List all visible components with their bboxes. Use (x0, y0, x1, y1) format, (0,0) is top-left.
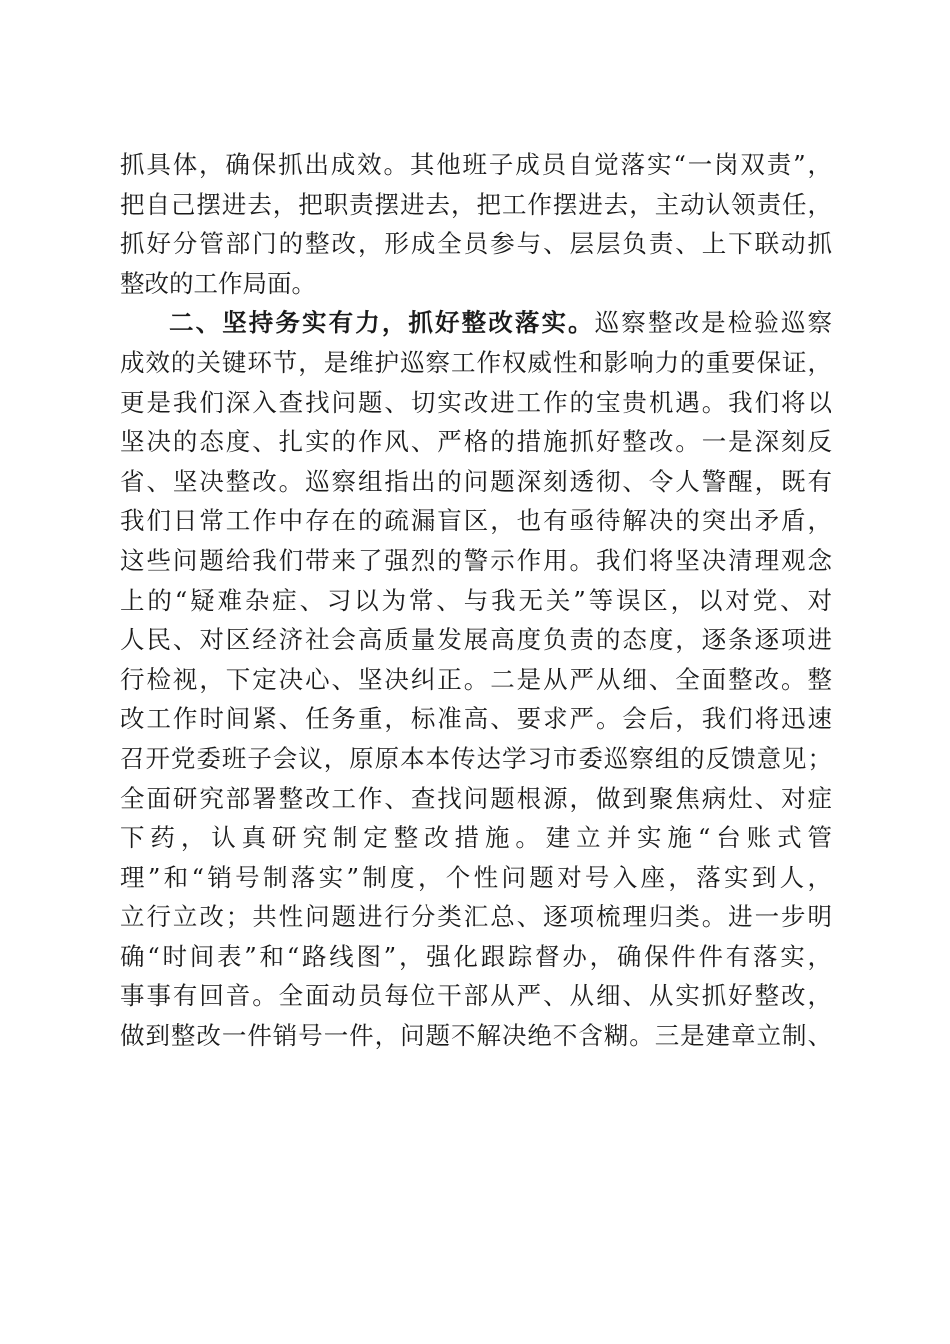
text-line: 下药，认真研究制定整改措施。建立并实施“台账式管 (120, 823, 832, 853)
text-line: 我们日常工作中存在的疏漏盲区，也有亟待解决的突出矛盾， (120, 506, 832, 536)
text-line: 做到整改一件销号一件，问题不解决绝不含糊。三是建章立制、 (120, 1021, 832, 1051)
text-line: 理”和“销号制落实”制度，个性问题对号入座，落实到人， (120, 862, 832, 892)
text-line: 抓具体，确保抓出成效。其他班子成员自觉落实“一岗双责”， (120, 150, 832, 179)
paragraph-2-first-line (120, 303, 832, 343)
text-line: 坚决的态度、扎实的作风、严格的措施抓好整改。一是深刻反 (120, 427, 832, 457)
text-line: 召开党委班子会议，原原本本传达学习市委巡察组的反馈意见； (120, 743, 832, 773)
text-line: 把自己摆进去，把职责摆进去，把工作摆进去，主动认领责任， (120, 189, 832, 219)
text-line: 抓好分管部门的整改，形成全员参与、层层负责、上下联动抓 (120, 229, 832, 259)
text-line: 整改的工作局面。 (120, 268, 316, 298)
section-heading: 二、坚持务实有力，抓好整改落实。 (169, 308, 595, 338)
text-line: 全面研究部署整改工作、查找问题根源，做到聚焦病灶、对症 (120, 783, 832, 813)
text-line: 事事有回音。全面动员每位干部从严、从细、从实抓好整改， (120, 981, 832, 1011)
paragraph-2 (120, 303, 832, 1055)
text-line: 行检视，下定决心、坚决纠正。二是从严从细、全面整改。整 (120, 664, 832, 694)
paragraph-1 (120, 145, 832, 303)
document-body (120, 145, 832, 1056)
text-run: 巡察整改是检验巡察 (594, 308, 833, 338)
text-line: 立行立改；共性问题进行分类汇总、逐项梳理归类。进一步明 (120, 902, 832, 932)
text-line: 确“时间表”和“路线图”，强化跟踪督办，确保件件有落实， (120, 941, 832, 971)
text-line: 成效的关键环节，是维护巡察工作权威性和影响力的重要保证， (120, 347, 832, 377)
text-line: 省、坚决整改。巡察组指出的问题深刻透彻、令人警醒，既有 (120, 466, 832, 496)
text-line: 人民、对区经济社会高质量发展高度负责的态度，逐条逐项进 (120, 625, 832, 655)
text-line: 更是我们深入查找问题、切实改进工作的宝贵机遇。我们将以 (120, 387, 832, 417)
text-line: 上的“疑难杂症、习以为常、与我无关”等误区，以对党、对 (120, 585, 832, 615)
text-line: 这些问题给我们带来了强烈的警示作用。我们将坚决清理观念 (120, 545, 832, 575)
text-line: 改工作时间紧、任务重，标准高、要求严。会后，我们将迅速 (120, 704, 832, 734)
